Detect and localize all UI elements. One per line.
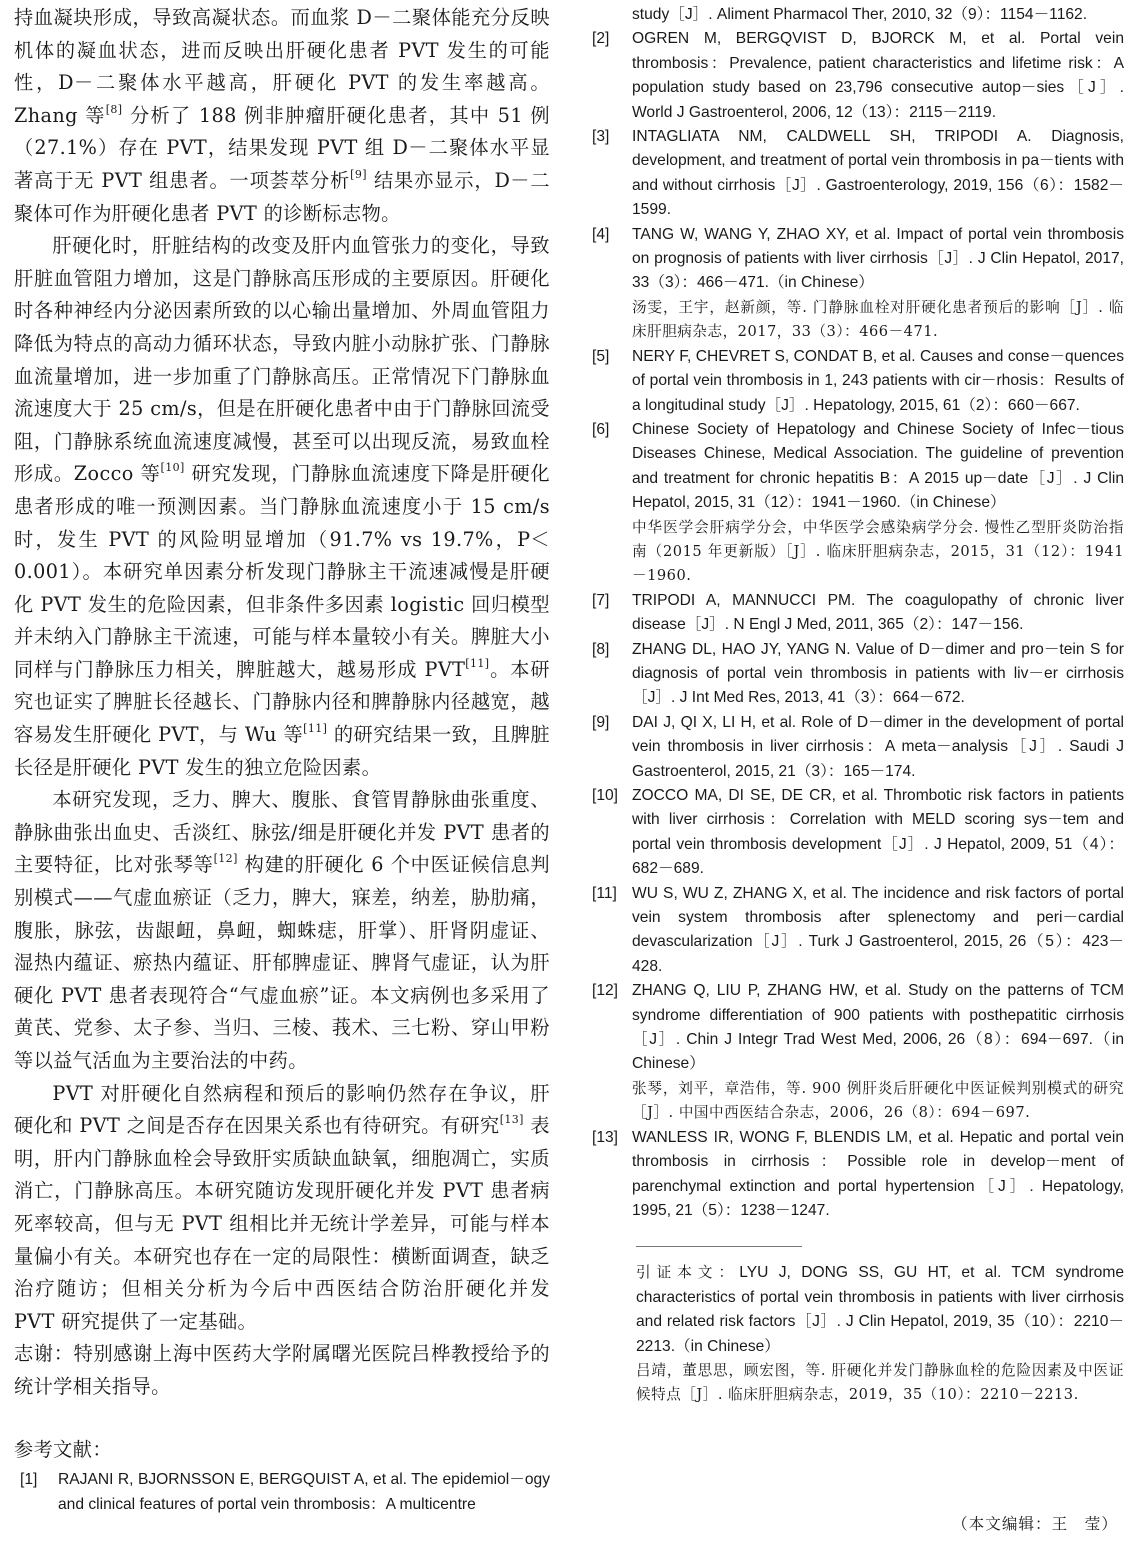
reference-number: [7] [592,591,610,609]
reference-item [592,345,1124,418]
paragraph-text: PVT 对肝硬化自然病程和预后的影响仍然存在争议，肝硬化和 PVT 之间是否存在因果关系也有待研究。有研究 [14,1081,550,1138]
reference-text: WU S, WU Z, ZHANG X, et al. The incidence and risk factors of portal vein system thrombosis after splenectomy and peri－cardial devascularization［J］. Turk J Gastroenterol, 2015, 26（5）：423－428. [632,884,1124,975]
body-paragraph [14,2,550,230]
article-body [14,2,550,1404]
reference-text: INTAGLIATA NM, CALDWELL SH, TRIPODI A. Diagnosis, development, and treatment of portal vein thrombosis in pa－tients with and without cirrhosis［J］. Gastroenterology, 2019, 156（6）：1582－1599. [632,128,1124,219]
paragraph-text: 持血凝块形成，导致高凝状态。而血浆 D－二聚体能充分反映机体的凝血状态，进而反映出肝硬化患者 PVT 发生的可能性，D－二聚体水平越高，肝硬化 PVT 的发生率越高。Zhang 等 [14,6,550,127]
reference-number: [6] [592,420,610,438]
reference-text: OGREN M, BERGQVIST D, BJORCK M, et al. Portal vein thrombosis：Prevalence, patient characteristics and lifetime risk：A population study based on 23,796 consecutive autop－sies［J］. World J Gastroenterol, 2006, 12（13）：2115－2119. [632,30,1124,121]
reference-item [592,418,1124,589]
body-paragraph [14,1078,550,1339]
reference-number: [10] [592,787,619,804]
paragraph-text: 分析了 188 例非肿瘤肝硬化患者，其中 51 例（27.1%）存在 PVT，结果发现 PVT 组 D－二聚体水平显著高于无 PVT 组患者。一项荟萃分析 [14,103,550,192]
reference-item [592,784,1124,882]
reference-item [14,1468,550,1517]
reference-item [592,27,1124,125]
reference-number: [1] [20,1471,38,1489]
reference-text: ZHANG Q, LIU P, ZHANG HW, et al. Study on the patterns of TCM syndrome differentiation of 900 patients with posthepatitic cirrhosis［J］. Chin J Integr Trad West Med, 2006, 26（8）：694－697.（in Chinese） [632,982,1124,1073]
paragraph-text: 肝硬化时，肝脏结构的改变及肝内血管张力的变化，导致肝脏血管阻力增加，这是门静脉高压形成的主要原因。肝硬化时各种神经内分泌因素所致的以心输出量增加、外周血管阻力降低为特点的高动力循环状态，导致内脏小动脉扩张、门静脉血流量增加，进一步加重了门静脉高压。正常情况下门静脉血流速度大于 25 cm/s，但是在肝硬化患者中由于门静脉回流受阻，门静脉系统血流速度减慢，甚至可以出现反流，易致血栓形成。Zocco 等 [14,234,550,486]
reference-text: NERY F, CHEVRET S, CONDAT B, et al. Causes and conse－quences of portal vein thrombosis in 1, 243 patients with cir－rhosis：Results of a longitudinal study［J］. Hepatology, 2015, 61（2）：660－667. [632,347,1124,414]
reference-number: [2] [592,30,610,48]
reference-number: [5] [592,347,610,365]
reference-number: [12] [592,982,619,1000]
reference-item [592,882,1124,980]
reference-item [592,1126,1124,1224]
body-paragraph [14,230,550,784]
reference-item [592,223,1124,345]
footnote-divider [636,1246,802,1247]
reference-chinese-text: 张琴，刘平，章浩伟，等. 900 例肝炎后肝硬化中医证候判别模式的研究［J］. 中国中西医结合杂志，2006，26（8）：694－697. [632,1079,1124,1122]
paragraph-text: 构建的肝硬化 6 个中医证候信息判别模式——气虚血瘀证（乏力，脾大，寐差，纳差，胁肋痛，腹胀，脉弦，齿龈衄，鼻衄，蜘蛛痣，肝掌）、肝肾阴虚证、湿热内蕴证、瘀热内蕴证、肝郁脾虚证、脾肾气虚证，认为肝硬化 PVT 患者表现符合“气虚血瘀”证。本文病例也多采用了黄芪、党参、太子参、当归、三棱、莪术、三七粉、穿山甲粉等以益气活血为主要治法的中药。 [14,853,550,1072]
reference-chinese-text: 中华医学会肝病学分会，中华医学会感染病学分会. 慢性乙型肝炎防治指南（2015 年更新版）［J］. 临床肝胆病杂志，2015，31（12）：1941－1960. [632,518,1124,585]
citation-marker[interactable]: [8] [105,102,123,116]
reference-number: [4] [592,225,610,243]
reference-text: TANG W, WANG Y, ZHAO XY, et al. Impact of portal vein thrombosis on prognosis of patients with liver cirrhosis［J］. J Clin Hepatol, 2017, 33（3）：466－471.（in Chinese） [632,225,1124,292]
reference-number: [11] [592,884,617,902]
body-paragraph [14,784,550,1077]
reference-item [592,125,1124,223]
citation-marker[interactable]: [11] [465,656,490,670]
citation-marker[interactable]: [10] [160,461,185,475]
citation-block [636,1261,1124,1407]
reference-item [592,589,1124,638]
reference-text: RAJANI R, BJORNSSON E, BERGQUIST A, et al. The epidemiol－ogy and clinical features of portal vein thrombosis：A multicentre [58,1471,550,1513]
reference-item [592,638,1124,711]
reference-text: WANLESS IR, WONG F, BLENDIS LM, et al. Hepatic and portal vein thrombosis in cirrhosis：Possible role in develop－ment of parenchymal extinction and portal hypertension［J］. Hepatology, 1995, 21（5）：1238－1247. [632,1128,1124,1219]
reference-text: DAI J, QI X, LI H, et al. Role of D－dimer in the development of portal vein thrombosis in liver cirrhosis：A meta－analysis［J］. Saudi J Gastroenterol, 2015, 21（3）：165－174. [632,713,1125,780]
citation-marker[interactable]: [11] [303,722,328,736]
left-column [14,2,550,1517]
reference-number: [9] [592,713,610,731]
reference-text: Chinese Society of Hepatology and Chinese Society of Infec－tious Diseases Chinese, Medical Association. The guideline of prevention and treatment for chronic hepatitis B：A 2015 up－date［J］. J Clin Hepatol, 2015, 31（12）：1941－1960.（in Chinese） [632,420,1124,512]
body-paragraph [14,1338,550,1403]
reference-continuation: study［J］. Aliment Pharmacol Ther, 2010, 32（9）：1154－1162. [632,6,1088,23]
paragraph-text: 研究发现，门静脉血流速度下降是肝硬化患者形成的唯一预测因素。当门静脉血流速度小于 15 cm/s 时，发生 PVT 的风险明显增加（91.7% vs 19.7%，P＜0.001）。本研究单因素分析发现门静脉主干流速减慢是肝硬化 PVT 发生的危险因素，但非条件多因素 logistic 回归模型并未纳入门静脉主干流速，可能与样本量较小有关。脾脏大小同样与门静脉压力相关，脾脏越大，越易形成 PVT [14,462,551,681]
reference-text: TRIPODI A, MANNUCCI PM. The coagulopathy of chronic liver disease［J］. N Engl J Med, 2011, 365（2）：147－156. [632,591,1124,634]
reference-text: ZHANG DL, HAO JY, YANG N. Value of D－dimer and pro－tein S for diagnosis of portal vein thrombosis in patients with liv－er cirrhosis［J］. J Int Med Res, 2013, 41（3）：664－672. [632,640,1124,707]
reference-list [592,27,1124,1223]
citation-marker[interactable]: [12] [213,852,238,866]
reference-number: [3] [592,128,610,146]
right-column [592,3,1124,1408]
editor-note: （本文编辑：王 莹） [952,1515,1118,1533]
reference-number: [13] [592,1128,619,1146]
reference-text: ZOCCO MA, DI SE, DE CR, et al. Thrombotic risk factors in patients with liver cirrhosis：Correlation with MELD scoring sys－tem and portal vein thrombosis development［J］. J Hepatol, 2009, 51（4）：682－689. [632,787,1124,878]
reference-number: [8] [592,640,610,658]
citation-marker[interactable]: [9] [350,167,367,181]
references-title: 参考文献： [14,1437,112,1461]
citation-english: LYU J, DONG SS, GU HT, et al. TCM syndrome characteristics of portal vein thrombosis in patients with liver cirrhosis and related risk factors［J］. J Clin Hepatol, 2019, 35（10）：2210－2213.（in Chinese） [636,1264,1124,1355]
citation-marker[interactable]: [13] [499,1113,524,1127]
citation-label: 引证本文： [636,1264,740,1282]
citation-chinese: 吕靖，董思思，顾宏图，等. 肝硬化并发门静脉血栓的危险因素及中医证候特点［J］. 临床肝胆病杂志，2019，35（10）：2210－2213. [636,1361,1124,1404]
reference-chinese-text: 汤雯，王宇，赵新颜，等. 门静脉血栓对肝硬化患者预后的影响［J］. 临床肝胆病杂志，2017，33（3）：466－471. [632,298,1124,341]
paragraph-text: 志谢：特别感谢上海中医药大学附属曙光医院吕桦教授给予的统计学相关指导。 [14,1342,550,1398]
reference-item [592,711,1124,784]
reference-item [592,979,1124,1125]
paragraph-text: 的研究结果一致，且脾脏长径是肝硬化 PVT 发生的独立危险因素。 [14,723,550,779]
paragraph-text: 表明，肝内门静脉血栓会导致肝实质缺血缺氧，细胞凋亡，实质消亡，门静脉高压。本研究随访发现肝硬化并发 PVT 患者病死率较高，但与无 PVT 组相比并无统计学差异，可能与样本量偏小有关。本研究也存在一定的局限性：横断面调查，缺乏治疗随访；但相关分析为今后中西医结合防治肝硬化并发 PVT 研究提供了一定基础。 [14,1114,551,1333]
paragraph-text: 结果亦显示，D－二聚体可作为肝硬化患者 PVT 的诊断标志物。 [14,168,550,225]
paragraph-text: 本研究发现，乏力、脾大、腹胀、食管胃静脉曲张重度、静脉曲张出血史、舌淡红、脉弦/细是肝硬化并发 PVT 患者的主要特征，比对张琴等 [14,788,550,877]
paragraph-text: 。本研究也证实了脾脏长径越长、门静脉内径和脾静脉内径越宽，越容易发生肝硬化 PVT，与 Wu 等 [14,657,551,747]
